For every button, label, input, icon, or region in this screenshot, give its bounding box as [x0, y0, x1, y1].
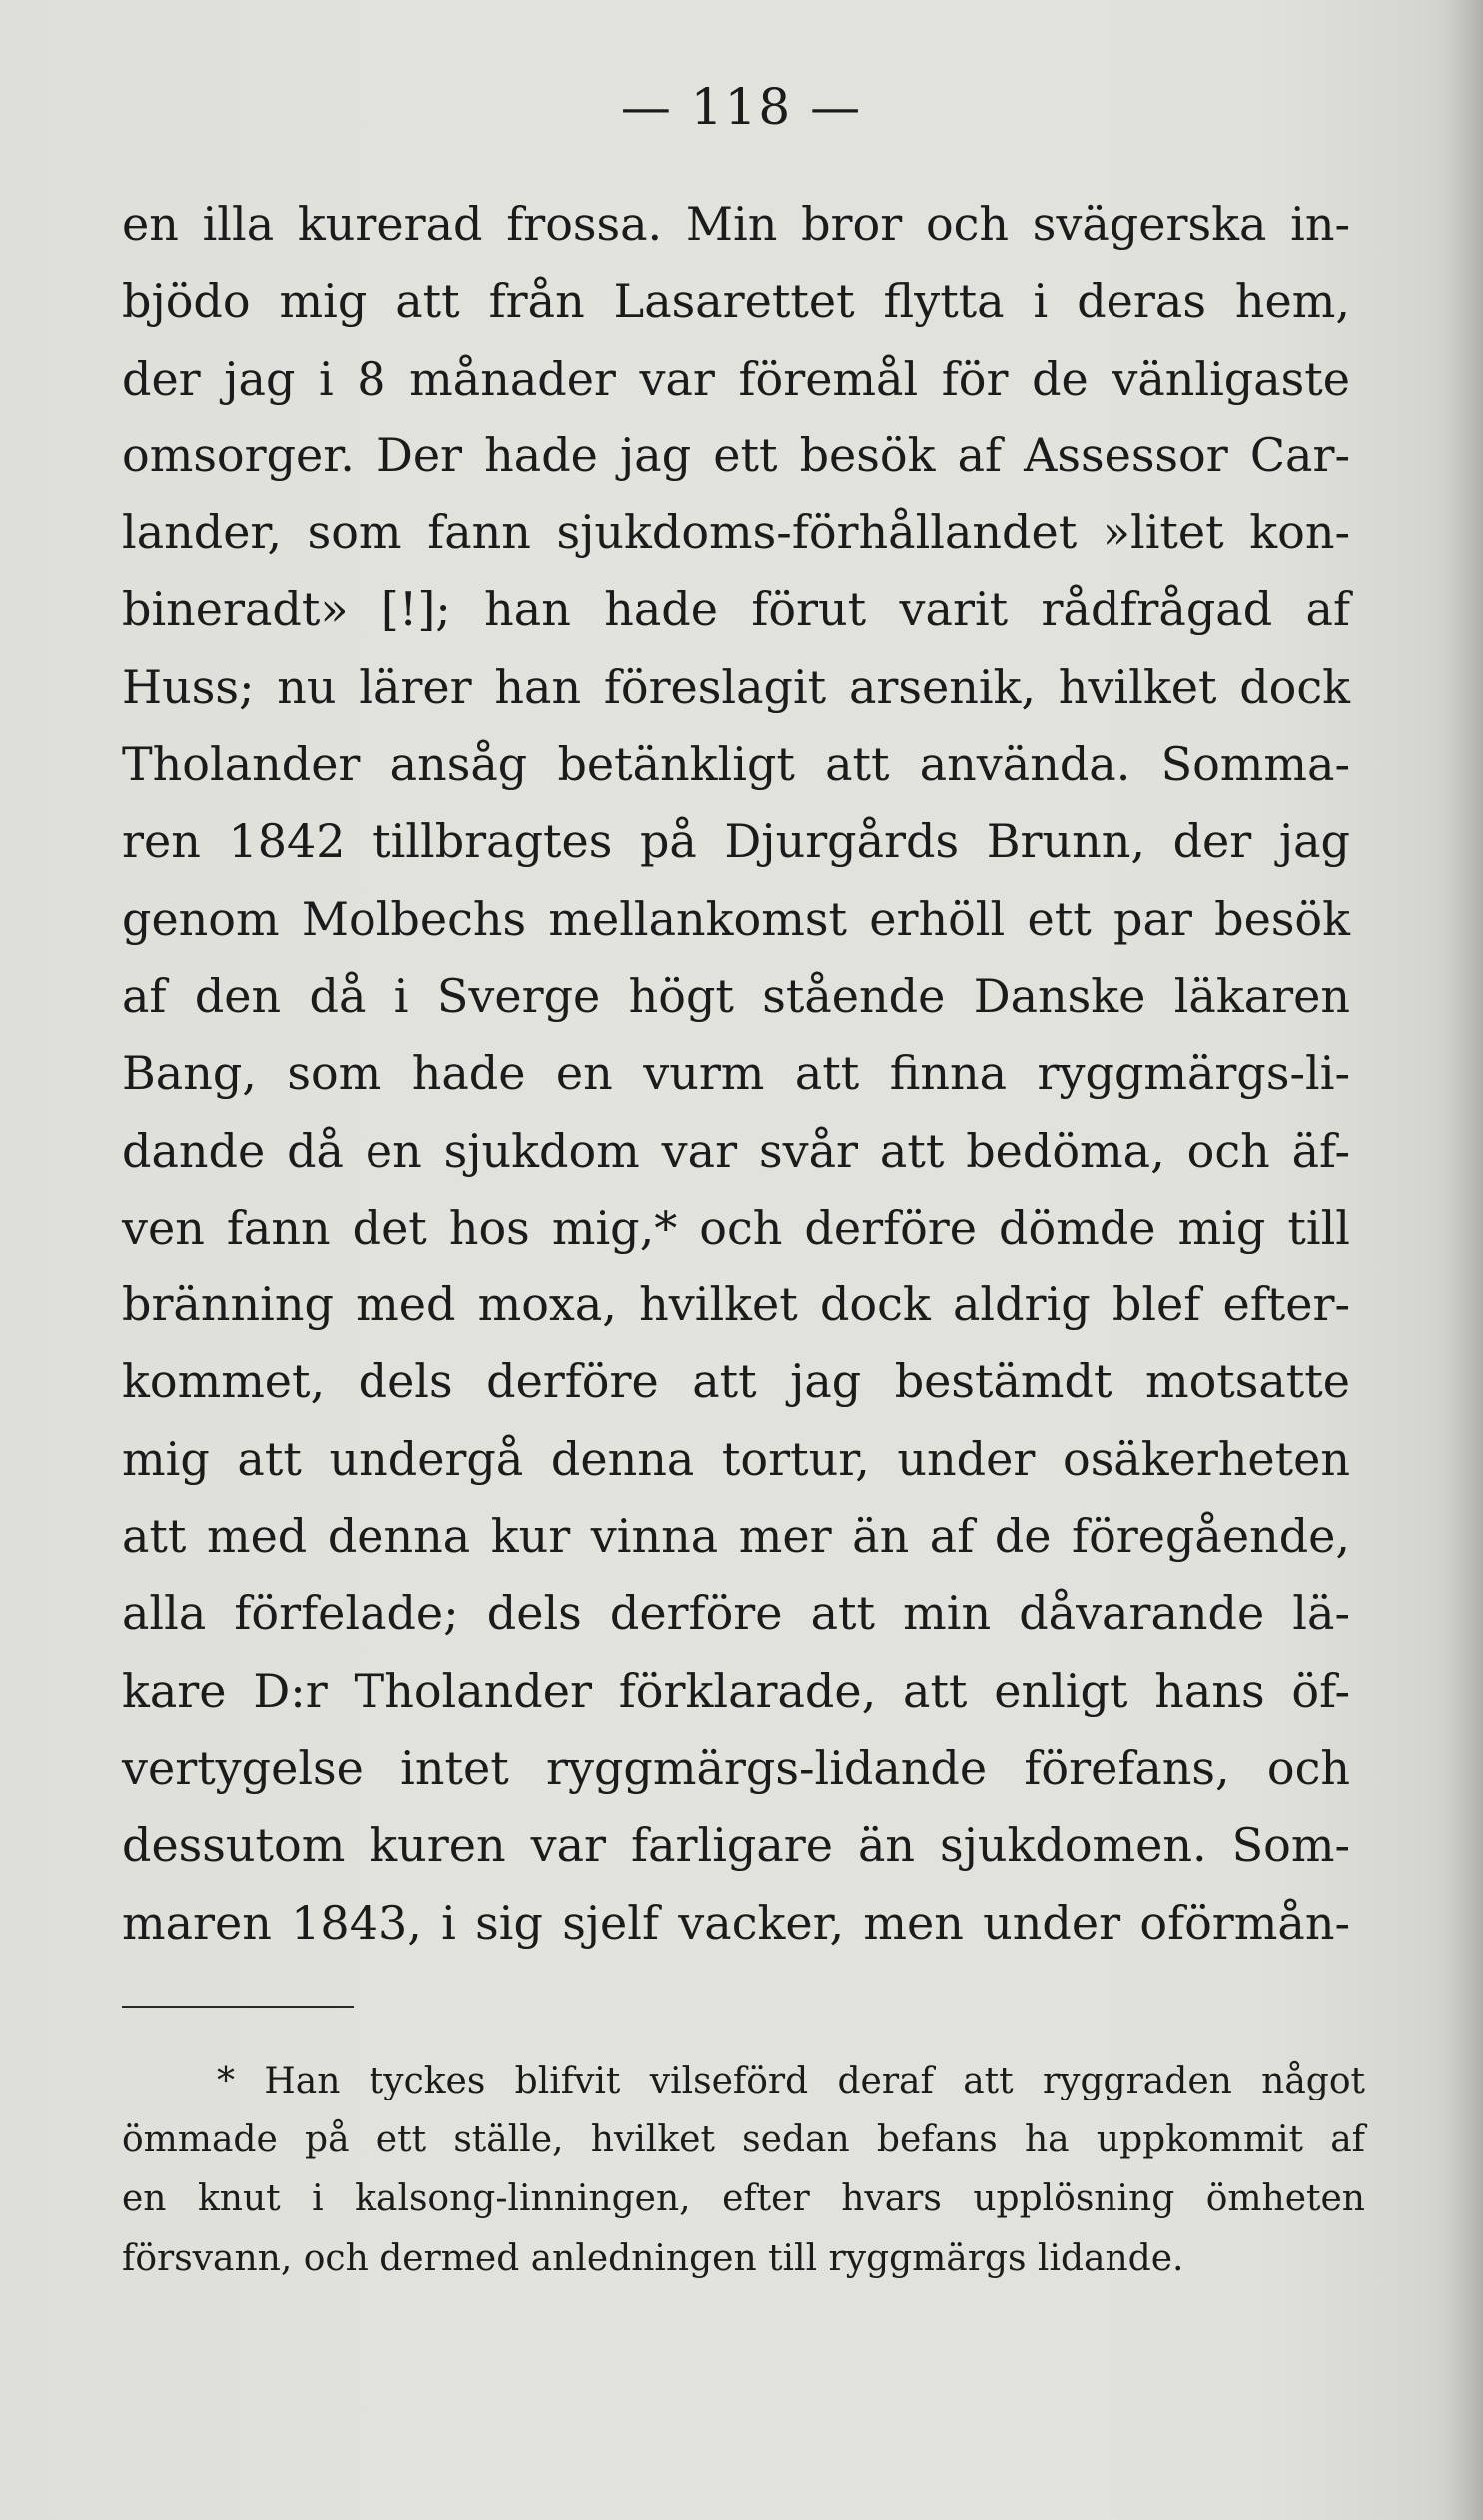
body-line: Tholander ansåg betänkligt att använda. Somma- [122, 737, 1350, 792]
footnote-divider [122, 2006, 354, 2008]
body-line: bjödo mig att från Lasarettet flytta i deras hem, [122, 274, 1350, 329]
footnote-line: ömmade på ett ställe, hvilket sedan befans ha uppkommit af [122, 2119, 1365, 2161]
body-line: maren 1843, i sig sjelf vacker, men under oförmån- [122, 1895, 1350, 1950]
body-line: vertygelse intet ryggmärgs-lidande förefans, och [122, 1740, 1350, 1795]
body-line: bineradt» [!]; han hade förut varit rådfrågad af [122, 582, 1350, 637]
body-line: Bang, som hade en vurm att finna ryggmärgs-li- [122, 1046, 1350, 1101]
body-text [122, 186, 1350, 1962]
page-number: — 118 — [620, 78, 863, 136]
body-line: en illa kurerad frossa. Min bror och svägerska in- [122, 197, 1350, 251]
body-line: ren 1842 tillbragtes på Djurgårds Brunn, der jag [122, 814, 1350, 869]
body-line: kare D:r Tholander förklarade, att enligt hans öf- [122, 1663, 1350, 1718]
body-line: kommet, dels derföre att jag bestämdt motsatte [122, 1354, 1350, 1409]
body-line: genom Molbechs mellankomst erhöll ett par besök [122, 891, 1350, 946]
body-line: mig att undergå denna tortur, under osäkerheten [122, 1431, 1350, 1486]
body-line: dessutom kuren var farligare än sjukdomen. Som- [122, 1818, 1350, 1873]
body-line: der jag i 8 månader var föremål för de vänligaste [122, 351, 1350, 406]
body-line: dande då en sjukdom var svår att bedöma, och äf- [122, 1123, 1350, 1178]
body-line: att med denna kur vinna mer än af de föregående, [122, 1509, 1350, 1564]
body-line: Huss; nu lärer han föreslagit arsenik, hvilket dock [122, 659, 1350, 714]
body-line: omsorger. Der hade jag ett besök af Assessor Car- [122, 427, 1350, 482]
footnote-line: en knut i kalsong-linningen, efter hvars upplösning ömheten [122, 2178, 1365, 2220]
footnote-line: * Han tyckes blifvit vilseförd deraf att ryggraden något [217, 2061, 1365, 2101]
body-line: lander, som fann sjukdoms-förhållandet »litet kon- [122, 505, 1350, 560]
body-line: af den då i Sverge högt stående Danske läkaren [122, 968, 1350, 1023]
footnote [122, 2052, 1365, 2288]
page-edge-shadow [1443, 0, 1483, 2520]
body-line: alla förfelade; dels derföre att min dåvarande lä- [122, 1586, 1350, 1641]
footnote-line: försvann, och dermed anledningen till ryggmärgs lidande. [122, 2237, 1184, 2279]
body-line: bränning med moxa, hvilket dock aldrig blef efter- [122, 1277, 1350, 1332]
body-line: ven fann det hos mig,* och derföre dömde mig till [122, 1200, 1350, 1255]
